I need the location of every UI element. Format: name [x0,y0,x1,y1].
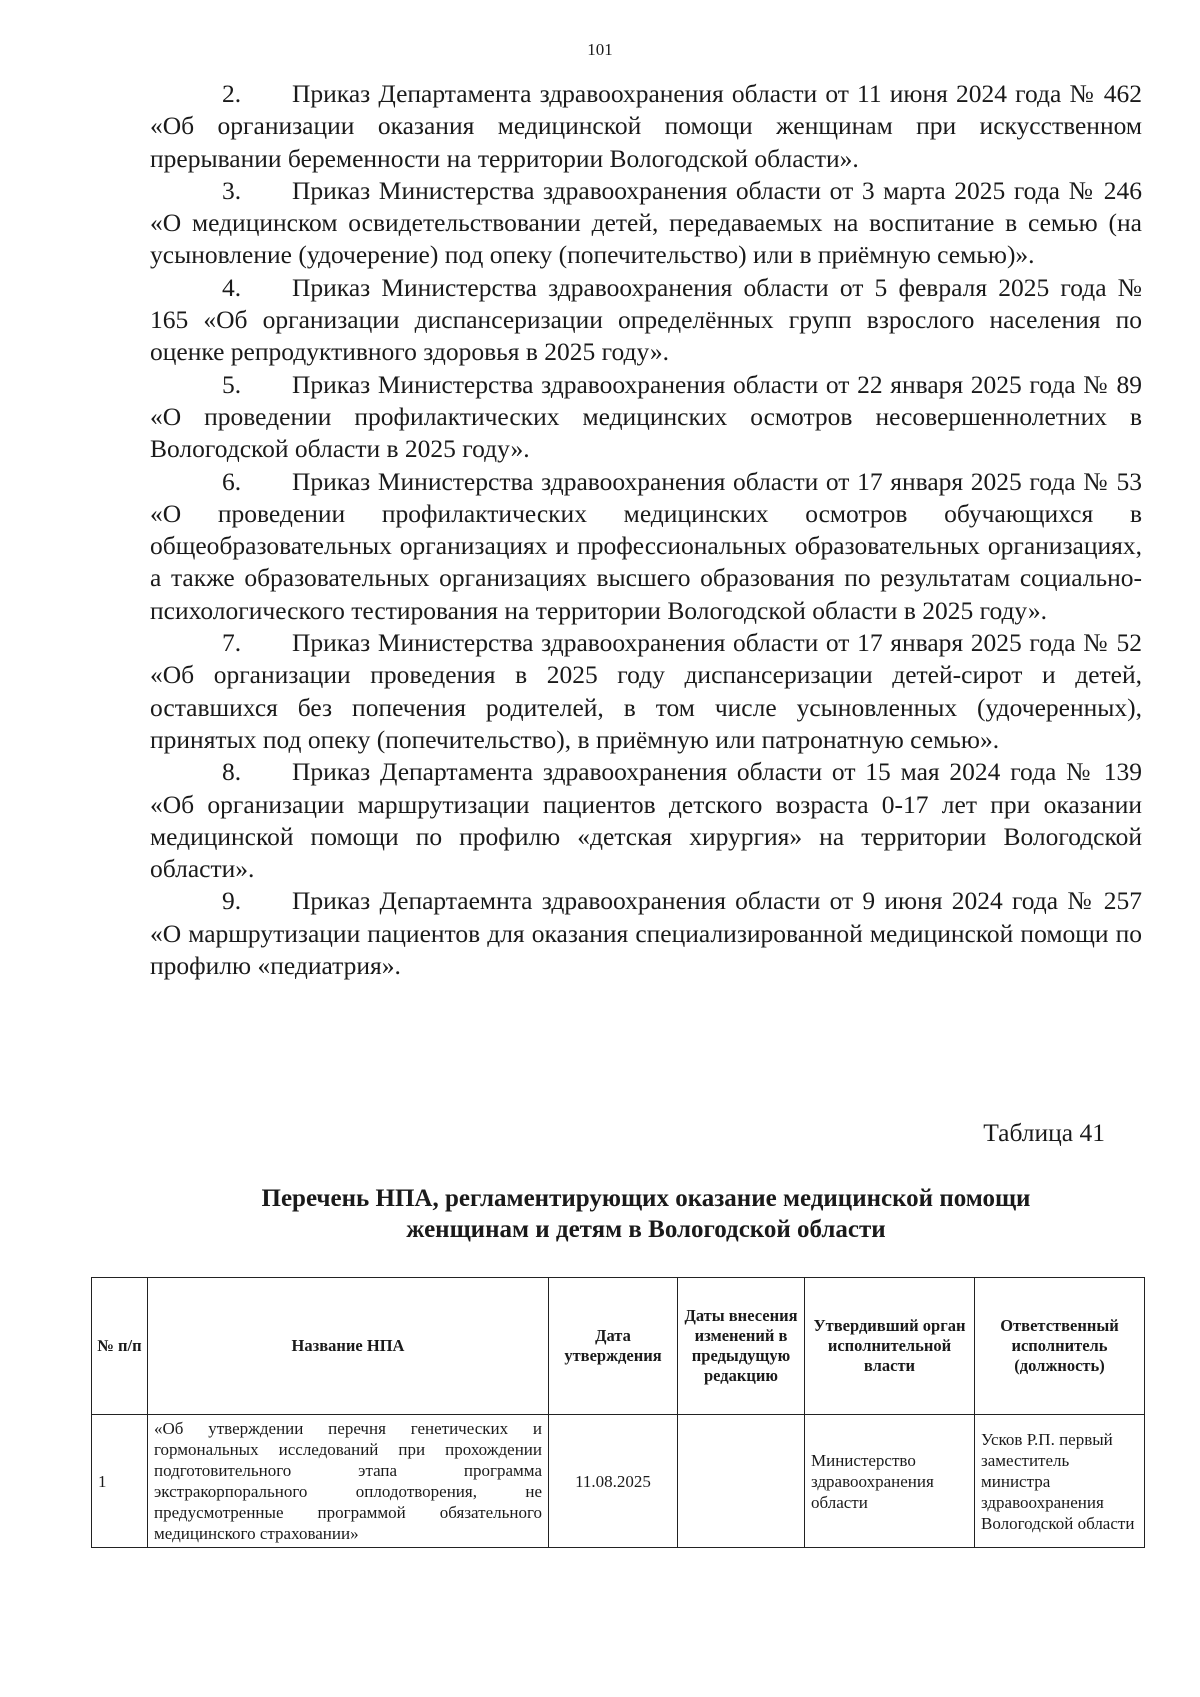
list-item [150,272,1142,369]
item-text: Приказ Министерства здравоохранения области от 17 января 2025 года № 52 «Об организации проведения в 2025 году диспансеризации детей-сирот и детей, оставшихся без попечения родителей, в том числе усыновленных (удочеренных), принятых под опеку (попечительство), в приёмную или патронатную семью». [150,628,1142,754]
table-caption: Таблица 41 [983,1118,1105,1147]
list-item [150,466,1142,627]
cell-responsible: Усков Р.П. первый заместитель министра здравоохранения Вологодской области [975,1415,1145,1548]
list-item [150,627,1142,756]
item-number: 6. [222,466,242,496]
list-item [150,885,1142,982]
table-title-line: Перечень НПА, регламентирующих оказание медицинской помощи [261,1185,1031,1212]
header-change-dates: Даты внесения изменений в предыдущую редакцию [678,1278,805,1415]
header-name: Название НПА [148,1278,549,1415]
item-number: 4. [222,272,242,302]
header-authority: Утвердивший орган исполнительной власти [805,1278,975,1415]
item-text: Приказ Министерства здравоохранения области от 3 марта 2025 года № 246 «О медицинском освидетельствовании детей, передаваемых на воспитание в семью (на усыновление (удочерение) под опеку (попечительство) или в приёмную семью)». [150,175,1142,270]
table-row [92,1415,1145,1548]
list-item [150,369,1142,466]
item-number: 5. [222,369,242,399]
list-item [150,175,1142,272]
item-number: 3. [222,175,242,205]
npa-table [91,1277,1145,1548]
item-number: 9. [222,886,242,916]
cell-change-dates [678,1415,805,1548]
item-text: Приказ Департамента здравоохранения области от 15 мая 2024 года № 139 «Об организации маршрутизации пациентов детского возраста 0-17 лет при оказании медицинской помощи по профилю «детская хирургия» на территории Вологодской области». [150,757,1142,884]
item-number: 2. [222,79,242,108]
item-text: Приказ Департамента здравоохранения области от 11 июня 2024 года № 462 «Об организации оказания медицинской помощи женщинам при искусственном прерывании беременности на территории Вологодской области». [150,79,1142,173]
page-number: 101 [587,40,613,59]
table-title-line: женщинам и детям в Вологодской области [406,1216,886,1243]
cell-authority: Министерство здравоохранения области [805,1415,975,1548]
header-approval-date: Дата утверждения [549,1278,678,1415]
header-responsible: Ответственный исполнитель (должность) [975,1278,1145,1415]
item-text: Приказ Департаемнта здравоохранения области от 9 июня 2024 года № 257 «О маршрутизации пациентов для оказания специализированной медицинской помощи по профилю «педиатрия». [150,886,1142,981]
table-header-row [92,1278,1145,1415]
item-number: 7. [222,628,242,658]
item-text: Приказ Министерства здравоохранения области от 17 января 2025 года № 53 «О проведении профилактических медицинских осмотров обучающихся в общеобразовательных организациях и профессиональных образовательных организациях, а также образовательных организациях высшего образования по результатам социально-психологического тестирования на территории Вологодской области в 2025 году». [150,466,1142,625]
cell-num: 1 [92,1415,148,1548]
item-number: 8. [222,757,242,787]
list-item [150,756,1142,885]
cell-name: «Об утверждении перечня генетических и гормональных исследований при прохождении подготовительного этапа программа экстракорпорального оплодотворения, не предусмотренные программой обязательного медицинского страховании» [148,1415,549,1548]
list-item [150,78,1142,175]
cell-approval-date: 11.08.2025 [549,1415,678,1548]
item-text: Приказ Министерства здравоохранения области от 5 февраля 2025 года № 165 «Об организации диспансеризации определённых групп взрослого населения по оценке репродуктивного здоровья в 2025 году». [150,272,1142,367]
legal-acts-list [150,78,1142,982]
table-title [150,1183,1142,1245]
header-num: № п/п [92,1278,148,1415]
item-text: Приказ Министерства здравоохранения области от 22 января 2025 года № 89 «О проведении профилактических медицинских осмотров несовершеннолетних в Вологодской области в 2025 году». [150,369,1142,464]
